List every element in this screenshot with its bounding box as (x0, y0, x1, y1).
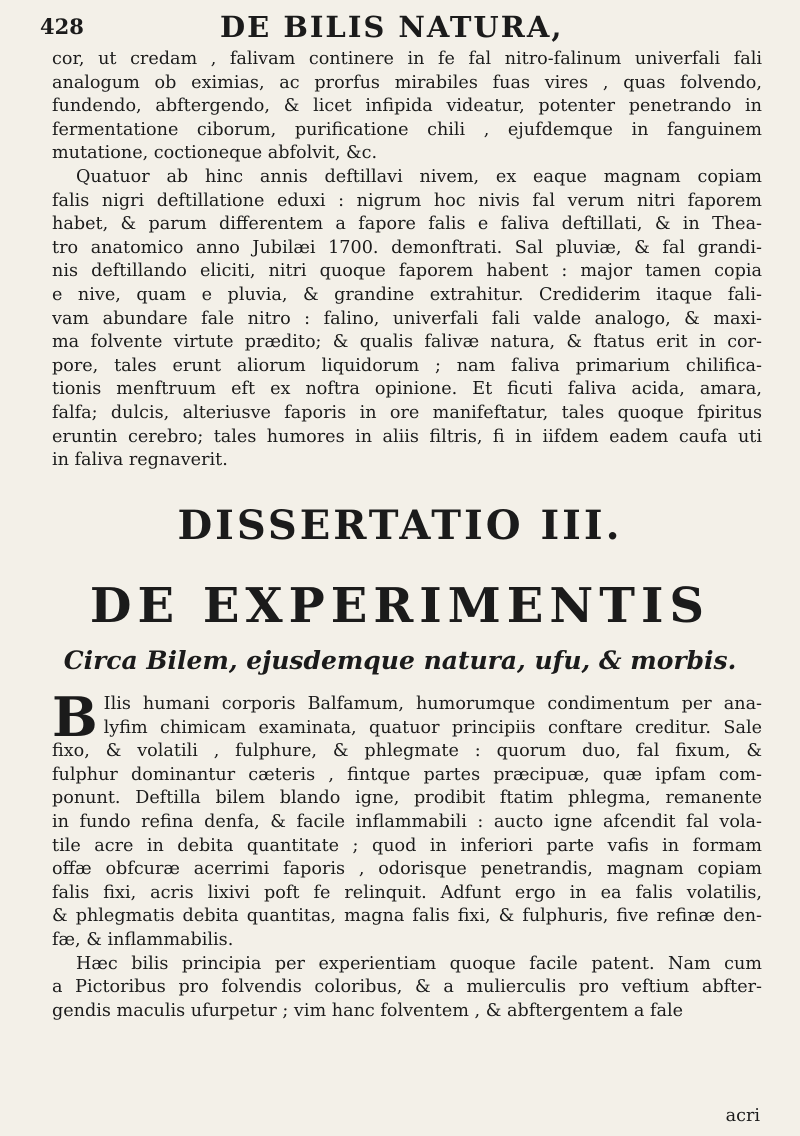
text-line: falfa; dulcis, alteriusve faporis in ore manifeftatur, tales quoque fpiritus (52, 402, 762, 423)
text-line: tile acre in debita quantitate ; quod in inferiori parte vafis in formam (52, 835, 762, 856)
text-line: in fundo refina denfa, & facile inflammabili : aucto igne afcendit fal vola- (52, 811, 762, 832)
catchword: acri (725, 1106, 760, 1126)
text-line: in faliva regnaverit. (52, 450, 228, 471)
text-line: fermentatione ciborum, purificatione chili , ejufdemque in fanguinem (52, 119, 762, 140)
page-header (40, 10, 760, 44)
dissertation-title: DISSERTATIO III. (177, 502, 623, 549)
text-line: pore, tales erunt aliorum liquidorum ; nam faliva primarium chilifica- (52, 355, 762, 376)
paragraph-3 (52, 685, 762, 953)
text-line: ma folvente virtute prædito; & qualis falivæ natura, & ftatus erit in cor- (52, 332, 762, 353)
text-line: Hæc bilis principia per experientiam quoque facile patent. Nam cum (76, 953, 762, 974)
text-line: Ilis humani corporis Balfamum, humorumque condimentum per ana- (103, 694, 762, 714)
paragraph-1 (52, 48, 762, 166)
drop-cap: B (52, 685, 98, 749)
text-line: fundendo, abftergendo, & licet infipida videatur, potenter penetrando in (52, 96, 762, 117)
text-line: a Pictoribus pro folvendis coloribus, & a mulierculis pro veftium abfter- (52, 977, 762, 998)
text-line: offæ obfcuræ acerrimi faporis , odorisque penetrandis, magnam copiam (52, 859, 762, 880)
text-line: habet, & parum differentem a fapore falis e faliva deftillati, & in Thea- (52, 214, 762, 235)
text-line: eruntin cerebro; tales humores in aliis filtris, fi in iifdem eadem caufa uti (52, 426, 762, 447)
text-line: nis deftillando eliciti, nitri quoque faporem habent : major tamen copia (52, 261, 762, 282)
paragraph-2 (52, 166, 762, 473)
running-head: DE BILIS NATURA, (220, 10, 564, 44)
text-line: tro anatomico anno Jubilæi 1700. demonftrati. Sal pluviæ, & fal grandi- (52, 237, 762, 258)
text-line: mutatione, coctioneque abfolvit, &c. (52, 143, 378, 164)
text-line: cor, ut credam , falivam continere in fe fal nitro-falinum univerfali fali (52, 49, 762, 69)
text-block-bottom (52, 685, 762, 1023)
page-number: 428 (40, 14, 84, 39)
text-line: fixo, & volatili , fulphure, & phlegmate : quorum duo, fal fixum, & (52, 741, 762, 762)
section-subtitle: Circa Bilem, ejusdemque natura, ufu, & morbis. (63, 646, 737, 675)
text-line: ponunt. Deftilla bilem blando igne, prodibit ftatim phlegma, remanente (52, 788, 762, 809)
text-line: lyfim chimicam examinata, quatuor principiis conftare creditur. Sale (103, 717, 762, 738)
text-line: falis nigri deftillatione eduxi : nigrum hoc nivis fal verum nitri faporem (52, 190, 762, 211)
text-line: fulphur dominantur cæteris , fintque partes præcipuæ, quæ ipfam com- (52, 764, 762, 785)
text-line: falis fixi, acris lixivi poft fe relinquit. Adfunt ergo in ea falis volatilis, (52, 882, 762, 903)
text-line: gendis maculis ufurpetur ; vim hanc folventem , & abftergentem a fale (52, 1000, 684, 1021)
text-line: Quatuor ab hinc annis deftillavi nivem, ex eaque magnam copiam (76, 166, 762, 187)
text-line: tionis menftruum eft ex noftra opinione. Et ficuti faliva acida, amara, (52, 379, 762, 400)
text-line: & phlegmatis debita quantitas, magna falis fixi, & fulphuris, five refinæ den- (52, 906, 762, 927)
text-line: analogum ob eximias, ac prorfus mirabiles fuas vires , quas folvendo, (52, 72, 762, 93)
text-block-top (52, 48, 762, 473)
paragraph-4 (52, 953, 762, 1024)
section-title: DE EXPERIMENTIS (89, 578, 711, 634)
text-line: vam abundare fale nitro : falino, univerfali fali valde analogo, & maxi- (52, 308, 762, 329)
text-line: e nive, quam e pluvia, & grandine extrahitur. Crediderim itaque fali- (52, 284, 762, 305)
text-line: fæ, & inflammabilis. (52, 929, 234, 950)
